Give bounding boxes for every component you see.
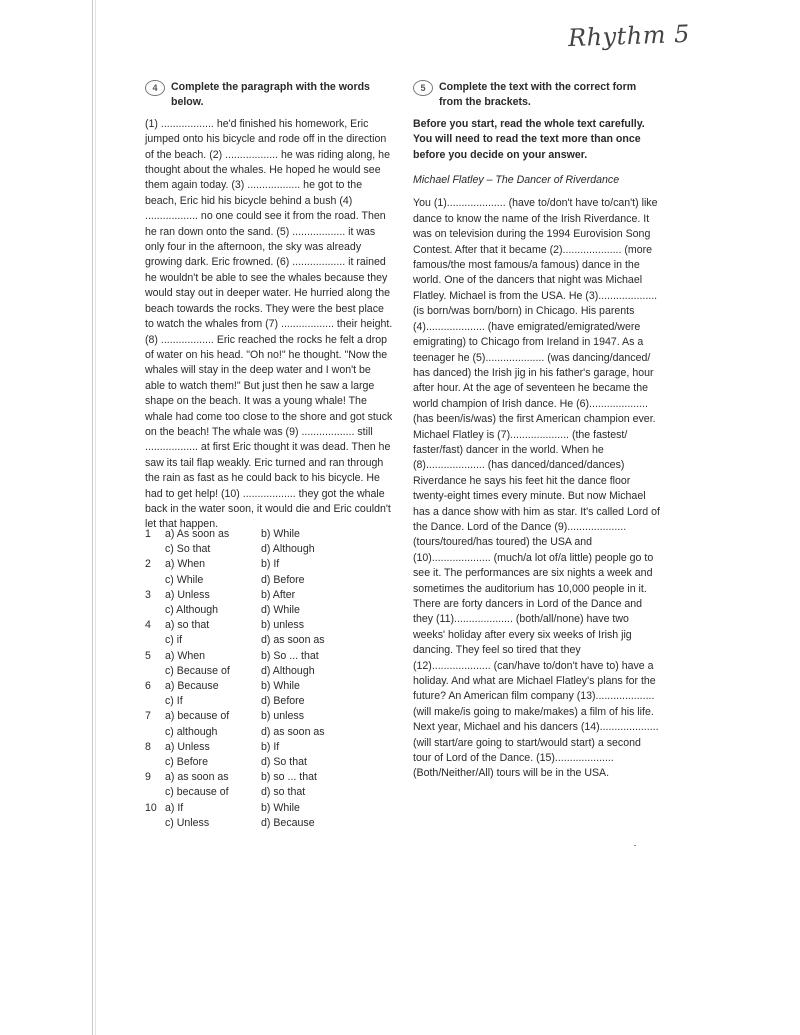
exercise-5-text: You (1).................... (have to/don't have to/can't) like dance to know the name of the Irish Riverdance. It was on television during the 1994 Eurovision Song Contest. After that it became (2).................... (more famous/the most famous/a famous) dance in the world. One of the dancers that night was Michael Flatley. Michael is from the USA. He (3).................... (is born/was born/born) in Chicago. His parents (4).................... (have emigrated/emigrated/were emigrating) to Chicago from Ireland in 1947. As a teenager he (5).................... (was dancing/danced/ has danced) the Irish jig in his father's garage, hour after hour. At the age of seventeen he became the world champion of Irish dance. He (6).................... (has been/is/was) the first American champion ever. Michael Flatley is (7).................... (the fastest/ faster/fast) dancer in the world. When he (8).................... (has danced/danced/dances) Riverdance he says his feet hit the dance floor twenty-eight times every minute. But now Michael has a dance show with him as star. It's called Lord of the Dance. Lord of the Dance (9).................... (tours/toured/has toured) the USA and (10).................... (much/a lot of/a little) people go to see it. The performances are six nights a week and sometimes the auditorium has 10,000 people in it. There are forty dancers in Lord of the Dance and they (11).................... (both/all/none) have two weeks' holiday after every six weeks of Irish jig dancing. They feel so tired that they (12).................... (can/have to/don't have to) have a holiday. And what are Michael Flatley's plans for the future? An American film company (13).................... (will make/is going to make/makes) a film of his life. Next year, Michael and his dancers (14).................... (will start/are going to start/would start) a second tour of Lord of the Dance. (15).................... (Both/Neither/All) tours will be in the USA. — [413, 197, 660, 780]
option-number: 2 — [145, 558, 151, 571]
option-choice: d) so that — [261, 786, 306, 799]
option-choice: b) unless — [261, 710, 304, 723]
option-choice: a) When — [165, 649, 206, 662]
option-choice: b) unless — [261, 619, 304, 632]
scan-speck — [634, 845, 636, 846]
option-number: 4 — [145, 619, 151, 632]
option-choice: c) So that — [165, 543, 211, 556]
option-choice: c) although — [165, 725, 218, 738]
option-row — [145, 603, 395, 618]
exercise-4-heading — [145, 80, 393, 111]
option-number — [145, 785, 165, 800]
option-number — [145, 542, 165, 557]
option-choice: a) Unless — [165, 740, 210, 753]
option-number: 5 — [145, 649, 151, 662]
option-choice: a) As soon as — [165, 528, 230, 540]
exercise-4-number-badge: 4 — [145, 80, 165, 96]
option-number: 6 — [145, 680, 151, 693]
option-row — [145, 649, 395, 664]
option-choice: d) Before — [261, 573, 305, 586]
option-number: 1 — [145, 528, 151, 540]
option-choice: c) Because of — [165, 664, 230, 677]
option-choice: b) So ... that — [261, 649, 319, 662]
option-number — [145, 725, 165, 740]
option-row — [145, 740, 395, 755]
option-row — [145, 785, 395, 800]
option-choice: b) After — [261, 588, 296, 601]
option-number: 3 — [145, 588, 151, 601]
option-choice: d) as soon as — [261, 634, 325, 647]
option-choice: b) so ... that — [261, 771, 317, 784]
option-choice: a) Because — [165, 680, 219, 693]
option-choice: c) If — [165, 695, 183, 708]
option-choice: a) as soon as — [165, 771, 229, 784]
exercise-5-column — [413, 80, 661, 786]
option-row — [145, 664, 395, 679]
option-choice: d) Before — [261, 695, 305, 708]
option-number — [145, 633, 165, 648]
option-choice: a) so that — [165, 619, 210, 632]
option-choice: c) if — [165, 634, 183, 647]
exercise-5-story-title: Michael Flatley – The Dancer of Riverdance — [413, 174, 620, 187]
option-number — [145, 755, 165, 770]
option-row — [145, 816, 395, 831]
exercise-5-title: Complete the text with the correct form from the brackets. — [439, 81, 637, 109]
option-choice: b) While — [261, 680, 300, 693]
option-row — [145, 573, 395, 588]
option-row — [145, 725, 395, 740]
exercise-5-number-badge: 5 — [413, 80, 433, 96]
exercise-4-paragraph: (1) .................. he'd finished his homework, Eric jumped onto his bicycle and rode off in the direction of the beach. (2) .................. he was riding along, he thought about the whales. He hoped he would see them again today. (3) .................. he got to the beach, Eric hid his bicycle behind a bush (4) .................. no one could see it from the road. Then he ran down onto the sand. (5) .................. it was only four in the afternoon, the sky was already growing dark. Eric frowned. (6) .................. it rained he wouldn't be able to see the whales because they would stay out in deeper water. He hurried along the beach towards the rocks. They were the best place to watch the whales from (7) .................. their height. (8) .................. Eric reached the rocks he felt a drop of water on his head. "Oh no!" he thought. "Now the whales will stay in the deep water and I won't be able to watch them!" But just then he saw a large shape on the beach. It was a young whale! The whale had come too close to the shore and got stuck on the beach! The whale was (9) .................. still .................. at first Eric thought it was dead. Then he saw its tail flap weakly. Eric turned and ran through the rain as fast as he could back to his bicycle. He had to get help! (10) .................. they got the whale back in the water soon, it would die and Eric couldn't let that happen. — [145, 117, 393, 531]
option-choice: c) Unless — [165, 816, 210, 829]
option-choice: b) While — [261, 801, 300, 814]
option-choice: c) While — [165, 573, 204, 586]
option-number — [145, 664, 165, 679]
scan-edge-line-faint — [95, 0, 96, 1035]
option-choice: b) If — [261, 740, 280, 753]
option-choice: a) Unless — [165, 588, 210, 601]
option-number — [145, 816, 165, 831]
option-row — [145, 755, 395, 770]
option-row — [145, 557, 395, 572]
option-row — [145, 633, 395, 648]
option-row — [145, 770, 395, 785]
exercise-4-options — [145, 527, 395, 831]
exercise-4-title: Complete the paragraph with the words below. — [171, 81, 370, 109]
option-choice: d) as soon as — [261, 725, 325, 738]
option-row — [145, 588, 395, 603]
option-choice: c) Before — [165, 756, 208, 769]
option-choice: a) because of — [165, 710, 230, 723]
option-number — [145, 603, 165, 618]
option-choice: d) So that — [261, 756, 307, 769]
option-number: 8 — [145, 740, 151, 753]
option-choice: a) When — [165, 558, 206, 571]
exercise-4-column — [145, 80, 393, 537]
option-choice: b) While — [261, 528, 300, 540]
option-number: 9 — [145, 771, 151, 784]
option-row — [145, 694, 395, 709]
option-choice: d) Although — [261, 664, 315, 677]
option-choice: a) If — [165, 801, 184, 814]
option-number — [145, 573, 165, 588]
handwritten-header: Rhythm 5 — [567, 19, 691, 53]
option-choice: d) While — [261, 604, 300, 617]
option-number — [145, 694, 165, 709]
option-choice: d) Because — [261, 816, 315, 829]
option-row — [145, 679, 395, 694]
option-number: 7 — [145, 710, 151, 723]
option-row — [145, 527, 395, 542]
scan-edge-line — [92, 0, 93, 1035]
option-choice: b) If — [261, 558, 280, 571]
option-number: 10 — [145, 801, 157, 814]
exercise-5-heading — [413, 80, 661, 111]
option-row — [145, 618, 395, 633]
option-row — [145, 801, 395, 816]
option-row — [145, 542, 395, 557]
option-row — [145, 709, 395, 724]
option-choice: c) Although — [165, 604, 219, 617]
option-choice: c) because of — [165, 786, 229, 799]
option-choice: d) Although — [261, 543, 315, 556]
exercise-5-intro: Before you start, read the whole text carefully. You will need to read the text more than once before you decide on your answer. — [413, 117, 645, 161]
